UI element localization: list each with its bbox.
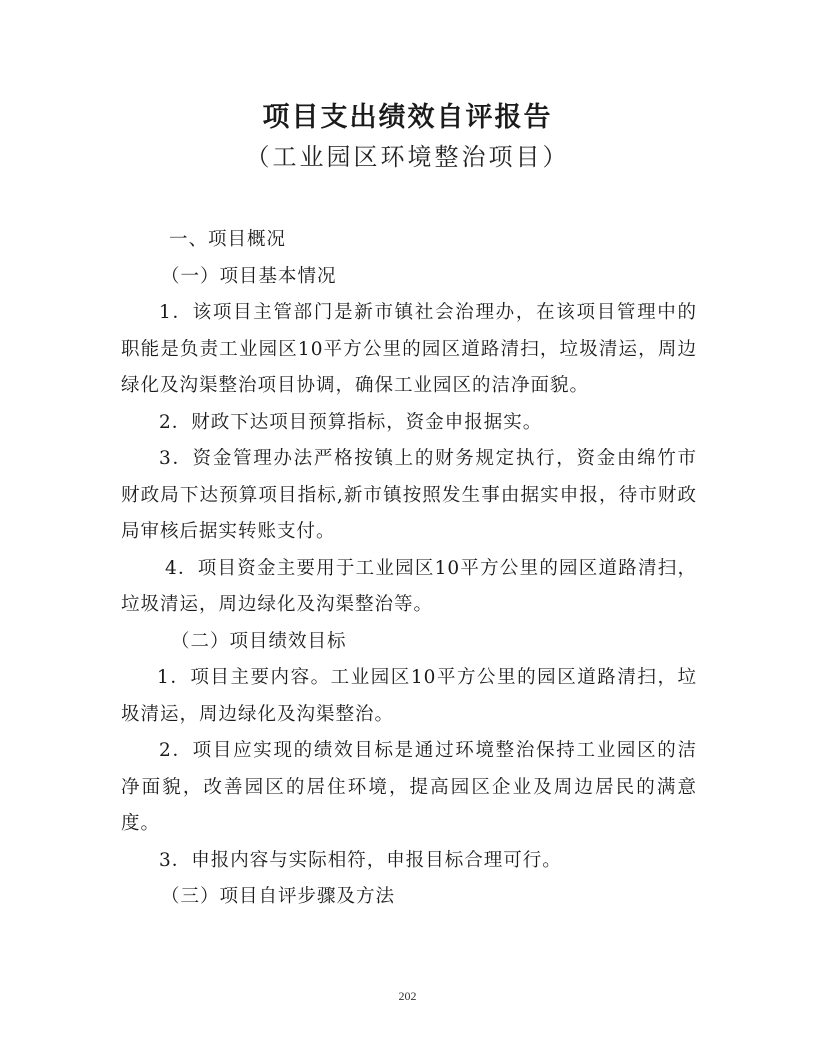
page-number: 202: [398, 989, 417, 1003]
page-subtitle: （工业园区环境整治项目）: [245, 143, 570, 171]
paragraph-1: 1．该项目主管部门是新市镇社会治理办，在该项目管理中的职能是负责工业园区10平方公里的园区道路清扫，垃圾清运，周边绿化及沟渠整治项目协调，确保工业园区的洁净面貌。: [121, 302, 697, 396]
paragraph-7: 3．申报内容与实际相符，申报目标合理可行。: [159, 849, 562, 871]
paragraph-4: 4．项目资金主要用于工业园区10平方公里的园区道路清扫，垃圾清运，周边绿化及沟渠整治等。: [121, 557, 697, 615]
paragraph-3: 3．资金管理办法严格按镇上的财务规定执行，资金由绵竹市财政局下达预算项目指标,新市镇按照发生事由据实申报，待市财政局审核后据实转账支付。: [121, 448, 697, 542]
subsection-heading-self-evaluation: （三）项目自评步骤及方法: [161, 886, 396, 907]
subsection-heading-basic-info: （一）项目基本情况: [161, 265, 337, 287]
paragraph-6: 2．项目应实现的绩效目标是通过环境整治保持工业园区的洁净面貌，改善园区的居住环境，提高园区企业及周边居民的满意度。: [121, 740, 697, 834]
section-heading-1: 一、项目概况: [169, 229, 287, 250]
paragraph-2: 2．财政下达项目预算指标，资金申报据实。: [159, 411, 543, 433]
document-body: [121, 222, 697, 916]
page-title: 项目支出绩效自评报告: [262, 102, 553, 133]
paragraph-5: 1．项目主要内容。工业园区10平方公里的园区道路清扫，垃圾清运，周边绿化及沟渠整治。: [121, 667, 697, 725]
subsection-heading-performance-goals: （二）项目绩效目标: [171, 630, 347, 652]
